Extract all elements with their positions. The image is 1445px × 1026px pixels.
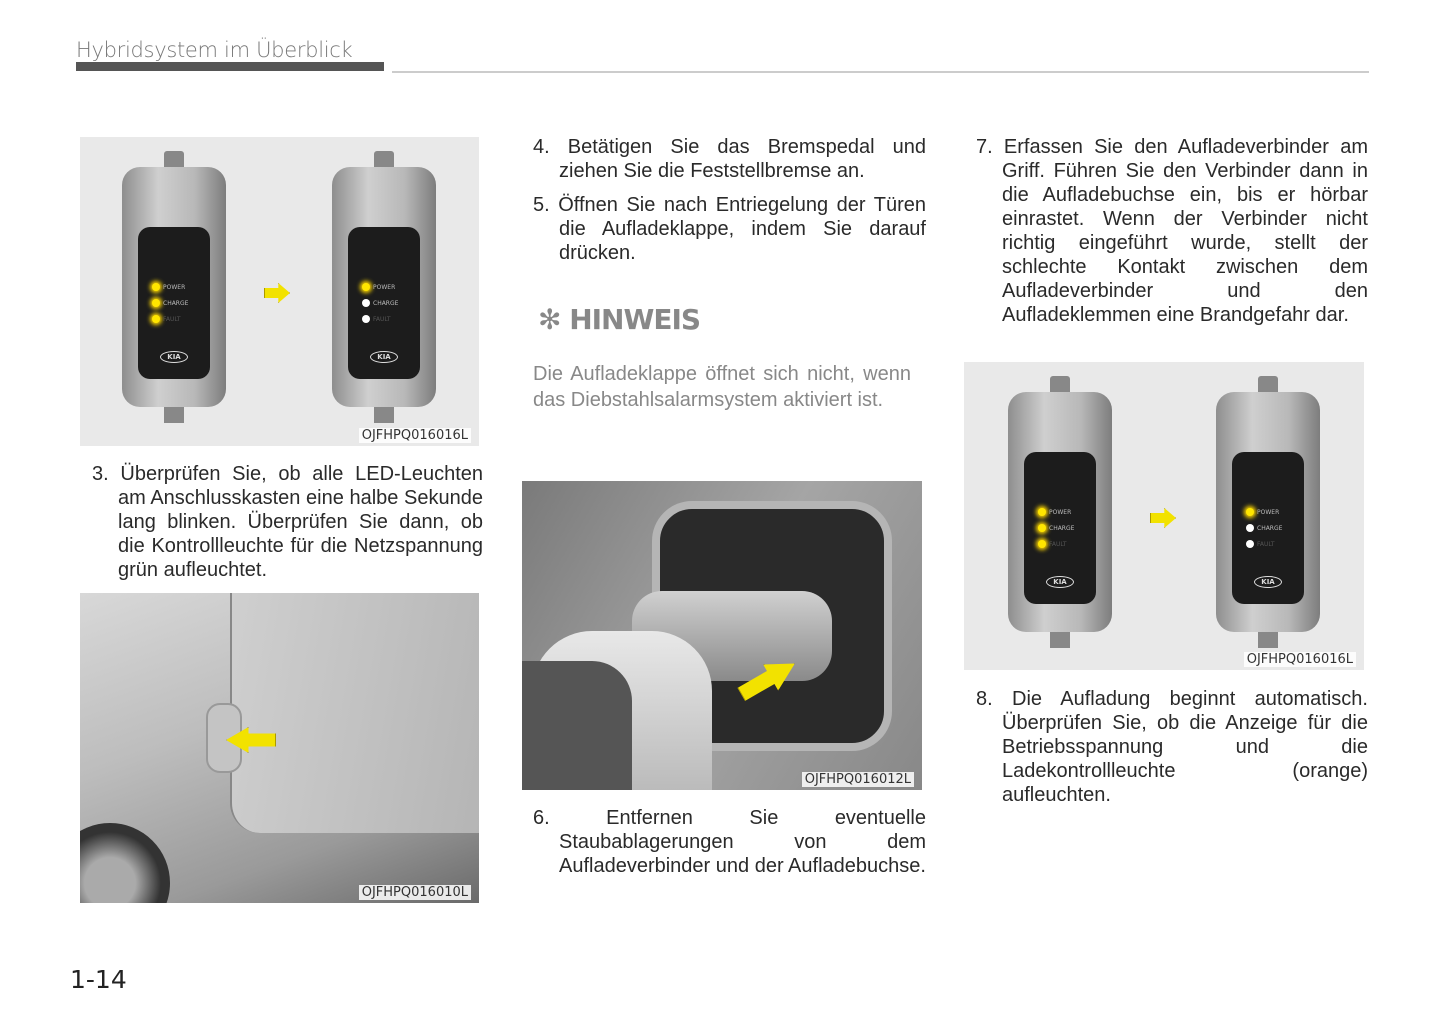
figure-code: OJFHPQ016012L (802, 772, 914, 787)
led-light-icon (1246, 540, 1254, 548)
step-7: 7. Erfassen Sie den Aufladeverbinder am Griff. Führen Sie den Verbinder dann in die Aufladebuchse ein, bis er hörbar einrastet. Wenn der Verbinder nicht richtig eingeführt wurde, stellt der schlechte Kontakt zwischen dem Aufladeverbinder und den Aufladeklemmen eine Brandgefahr dar. (976, 136, 1368, 326)
step-5: 5. Öffnen Sie nach Entriegelung der Türen die Aufladeklappe, indem Sie darauf drücken. (533, 194, 926, 264)
led-light-icon (1038, 540, 1046, 548)
charger-box-after (332, 151, 436, 423)
led-fault (1038, 540, 1067, 548)
figure-connector-insert (522, 481, 922, 790)
figure-code: OJFHPQ016016L (1244, 652, 1356, 667)
led-light-icon (362, 299, 370, 307)
led-light-icon (1246, 508, 1254, 516)
step-8: 8. Die Aufladung beginnt automatisch. Überprüfen Sie, ob die Anzeige für die Betriebsspannung und die Ladekontrollleuchte (orange) aufleuchten. (976, 688, 1368, 806)
led-charge (362, 299, 398, 307)
sleeve (522, 661, 632, 790)
kia-logo: KIA (370, 351, 398, 363)
figure-code: OJFHPQ016016L (359, 428, 471, 443)
step-3: 3. Überprüfen Sie, ob alle LED-Leuchten am Anschlusskasten eine halbe Sekunde lang blinken. Überprüfen Sie dann, ob die Kontrollleuchte für die Netzspannung grün aufleuchtet. (92, 463, 483, 581)
led-panel (1024, 452, 1096, 604)
led-label: CHARGE (1049, 524, 1075, 532)
section-header: Hybridsystem im Überblick (76, 38, 353, 62)
led-label: FAULT (163, 315, 181, 323)
note-heading: ✻ HINWEIS (538, 303, 701, 336)
step-4: 4. Betätigen Sie das Bremspedal und ziehen Sie die Feststellbremse an. (533, 136, 926, 182)
led-light-icon (152, 299, 160, 307)
arrow-right-icon (264, 283, 290, 303)
led-label: CHARGE (163, 299, 189, 307)
led-charge (1246, 524, 1282, 532)
led-label: POWER (373, 283, 396, 291)
figure-led-status (80, 137, 479, 446)
kia-logo: KIA (160, 351, 188, 363)
led-power (1038, 508, 1071, 516)
charger-box-before (122, 151, 226, 423)
led-power (362, 283, 395, 291)
arrow-right-icon (1150, 508, 1176, 528)
header-rule (392, 71, 1369, 73)
note-text: Die Aufladeklappe öffnet sich nicht, wenn das Diebstahlsalarmsystem aktiviert ist. (533, 363, 911, 411)
led-label: CHARGE (1257, 524, 1283, 532)
led-label: POWER (1257, 508, 1280, 516)
led-light-icon (152, 315, 160, 323)
led-label: POWER (163, 283, 186, 291)
led-panel (348, 227, 420, 379)
led-label: FAULT (1049, 540, 1067, 548)
led-light-icon (1038, 508, 1046, 516)
car-door-panel (230, 593, 479, 833)
page-number: 1-14 (70, 965, 127, 994)
led-fault (362, 315, 391, 323)
charger-box-before (1008, 376, 1112, 648)
kia-logo: KIA (1046, 576, 1074, 588)
led-light-icon (1246, 524, 1254, 532)
led-power (152, 283, 185, 291)
figure-code: OJFHPQ016010L (359, 885, 471, 900)
step-6: 6. Entfernen Sie eventuelle Staubablagerungen von dem Aufladeverbinder und der Aufladebuchse. (533, 807, 926, 877)
led-light-icon (362, 283, 370, 291)
led-fault (152, 315, 181, 323)
led-light-icon (152, 283, 160, 291)
led-panel (1232, 452, 1304, 604)
wheel (80, 823, 170, 903)
led-label: FAULT (373, 315, 391, 323)
figure-car-charge-door (80, 593, 479, 903)
led-panel (138, 227, 210, 379)
header-bar (76, 62, 384, 71)
led-light-icon (1038, 524, 1046, 532)
led-fault (1246, 540, 1275, 548)
led-label: FAULT (1257, 540, 1275, 548)
led-label: CHARGE (373, 299, 399, 307)
figure-led-status-2 (964, 362, 1364, 670)
led-charge (152, 299, 188, 307)
led-light-icon (362, 315, 370, 323)
led-power (1246, 508, 1279, 516)
kia-logo: KIA (1254, 576, 1282, 588)
charger-box-after (1216, 376, 1320, 648)
led-label: POWER (1049, 508, 1072, 516)
led-charge (1038, 524, 1074, 532)
